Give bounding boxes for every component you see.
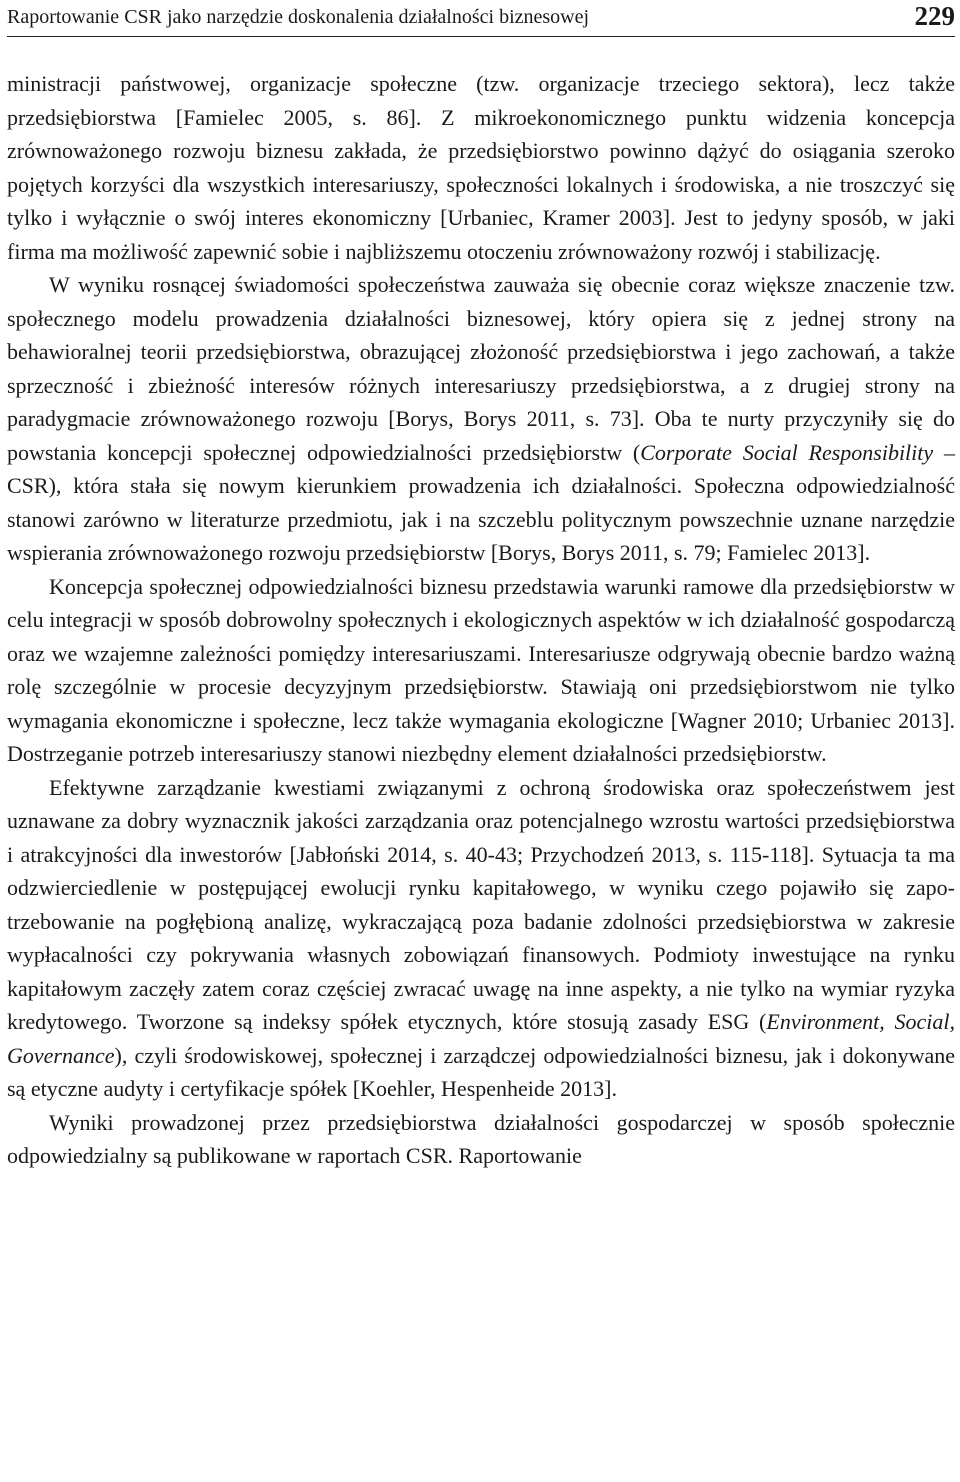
italic-text-segment: Environment, Social, Governance: [7, 1009, 955, 1068]
paragraph: [7, 268, 955, 570]
document-page: [7, 0, 955, 1173]
text-segment: Wyniki prowadzonej przez przedsiębiorstwa działalności gospodarczej w sposób społecznie odpowiedzialny są publikowane w raportach CSR. Raportowanie: [7, 1109, 955, 1168]
paragraph: [7, 771, 955, 1106]
page-number: 229: [914, 1, 955, 31]
paragraph: [7, 1106, 955, 1173]
text-segment: ministracji państwowej, organizacje społeczne (tzw. organizacje trzeciego sektora), lecz także przedsiębiorstwa [Famielec 2005, s. 86]. Z mikroekonomicznego punktu widzenia koncepcja zrównoważonego rozwoju biznesu zakłada, że przedsiębiorstwo powinno dążyć do osiągania szeroko pojętych korzyści dla wszystkich interesariuszy, społeczności lokalnych i środowiska, a nie troszczyć się tylko i wyłącznie o swój interes ekonomiczny [Urbaniec, Kramer 2003]. Jest to jedyny sposób, w jaki firma ma możliwość zapewnić sobie i najbliższemu otoczeniu zrównoważony rozwój i stabilizację.: [7, 71, 955, 264]
paragraph: [7, 67, 955, 268]
text-segment: – CSR), która stała się nowym kierunkiem prowadzenia ich działalności. Społeczna odpowiedzialność stanowi zarówno w literaturze przedmiotu, jak i na szczeblu politycznym powszechnie uznane narzędzie wspierania zrównoważonego rozwoju przedsiębiorstw [Borys, Borys 2011, s. 79; Famielec 2013].: [7, 439, 955, 565]
body-text: [7, 67, 955, 1173]
italic-text-segment: Corporate Social Responsibility: [640, 439, 934, 465]
text-segment: W wyniku rosnącej świadomości społeczeństwa zauważa się obecnie coraz większe znaczenie tzw. społecznego modelu prowadzenia działalności biznesowej, który opiera się z jednej strony na behawioralnej teorii przedsiębiorstwa, obrazującej złożoność przedsiębiorstwa i jego zachowań, a także sprzeczność i zbieżność interesów różnych interesariuszy przedsiębiorstwa, a z drugiej strony na paradygmacie zrównoważonego rozwoju [Borys, Borys 2011, s. 73]. Oba te nurty przyczyniły się do powstania koncepcji społecznej odpowiedzialności przedsiębiorstw (: [7, 272, 955, 465]
paragraph: [7, 570, 955, 771]
text-segment: Koncepcja społecznej odpowiedzialności biznesu przedstawia warunki ramowe dla przedsiębiorstw w celu integracji w sposób dobrowolny społecznych i ekologicznych aspektów w ich działalność gospodarczą oraz we wzajemne zależności pomiędzy interesariuszami. Interesariusze odgrywają obecnie bardzo ważną rolę szczególnie w procesie decyzyjnym przedsiębiorstw. Stawiają oni przedsiębiorstwom nie tylko wymagania ekonomiczne i społeczne, lecz także wymagania ekologiczne [Wagner 2010; Urbaniec 2013]. Dostrzeganie potrzeb interesariuszy stanowi niezbędny element działalności przedsiębiorstw.: [7, 573, 955, 766]
text-segment: ), czyli środowiskowej, społecznej i zarządczej odpowiedzialności biznesu, jak i dokonywane są etyczne audyty i certyfikacje spółek [Koehler, Hespenheide 2013].: [7, 1042, 955, 1101]
text-segment: Efektywne zarządzanie kwestiami związanymi z ochroną środowiska oraz społeczeństwem jest uznawane za dobry wyznacznik jakości zarządzania oraz potencjalnego wzrostu wartości przedsiębiorstwa i atrakcyjności dla inwestorów [Jabłoński 2014, s. 40-43; Przychodzeń 2013, s. 115-118]. Sytuacja ta ma odzwierciedlenie w postępującej ewolucji rynku kapitałowego, w wyniku czego pojawiło się zapotrzebowanie na pogłębioną analizę, wykraczającą poza badanie zdolności przedsiębiorstwa w zakresie wypłacalności czy pokrywania własnych zobowiązań finansowych. Podmioty inwestujące na rynku kapitałowym zaczęły zatem coraz częściej zwracać uwagę na inne aspekty, a nie tylko na wymiar ryzyka kredytowego. Tworzone są indeksy spółek etycznych, które stosują zasady ESG (: [7, 774, 955, 1034]
running-title: Raportowanie CSR jako narzędzie doskonalenia działalności biznesowej: [7, 6, 590, 28]
running-header: [7, 0, 955, 37]
